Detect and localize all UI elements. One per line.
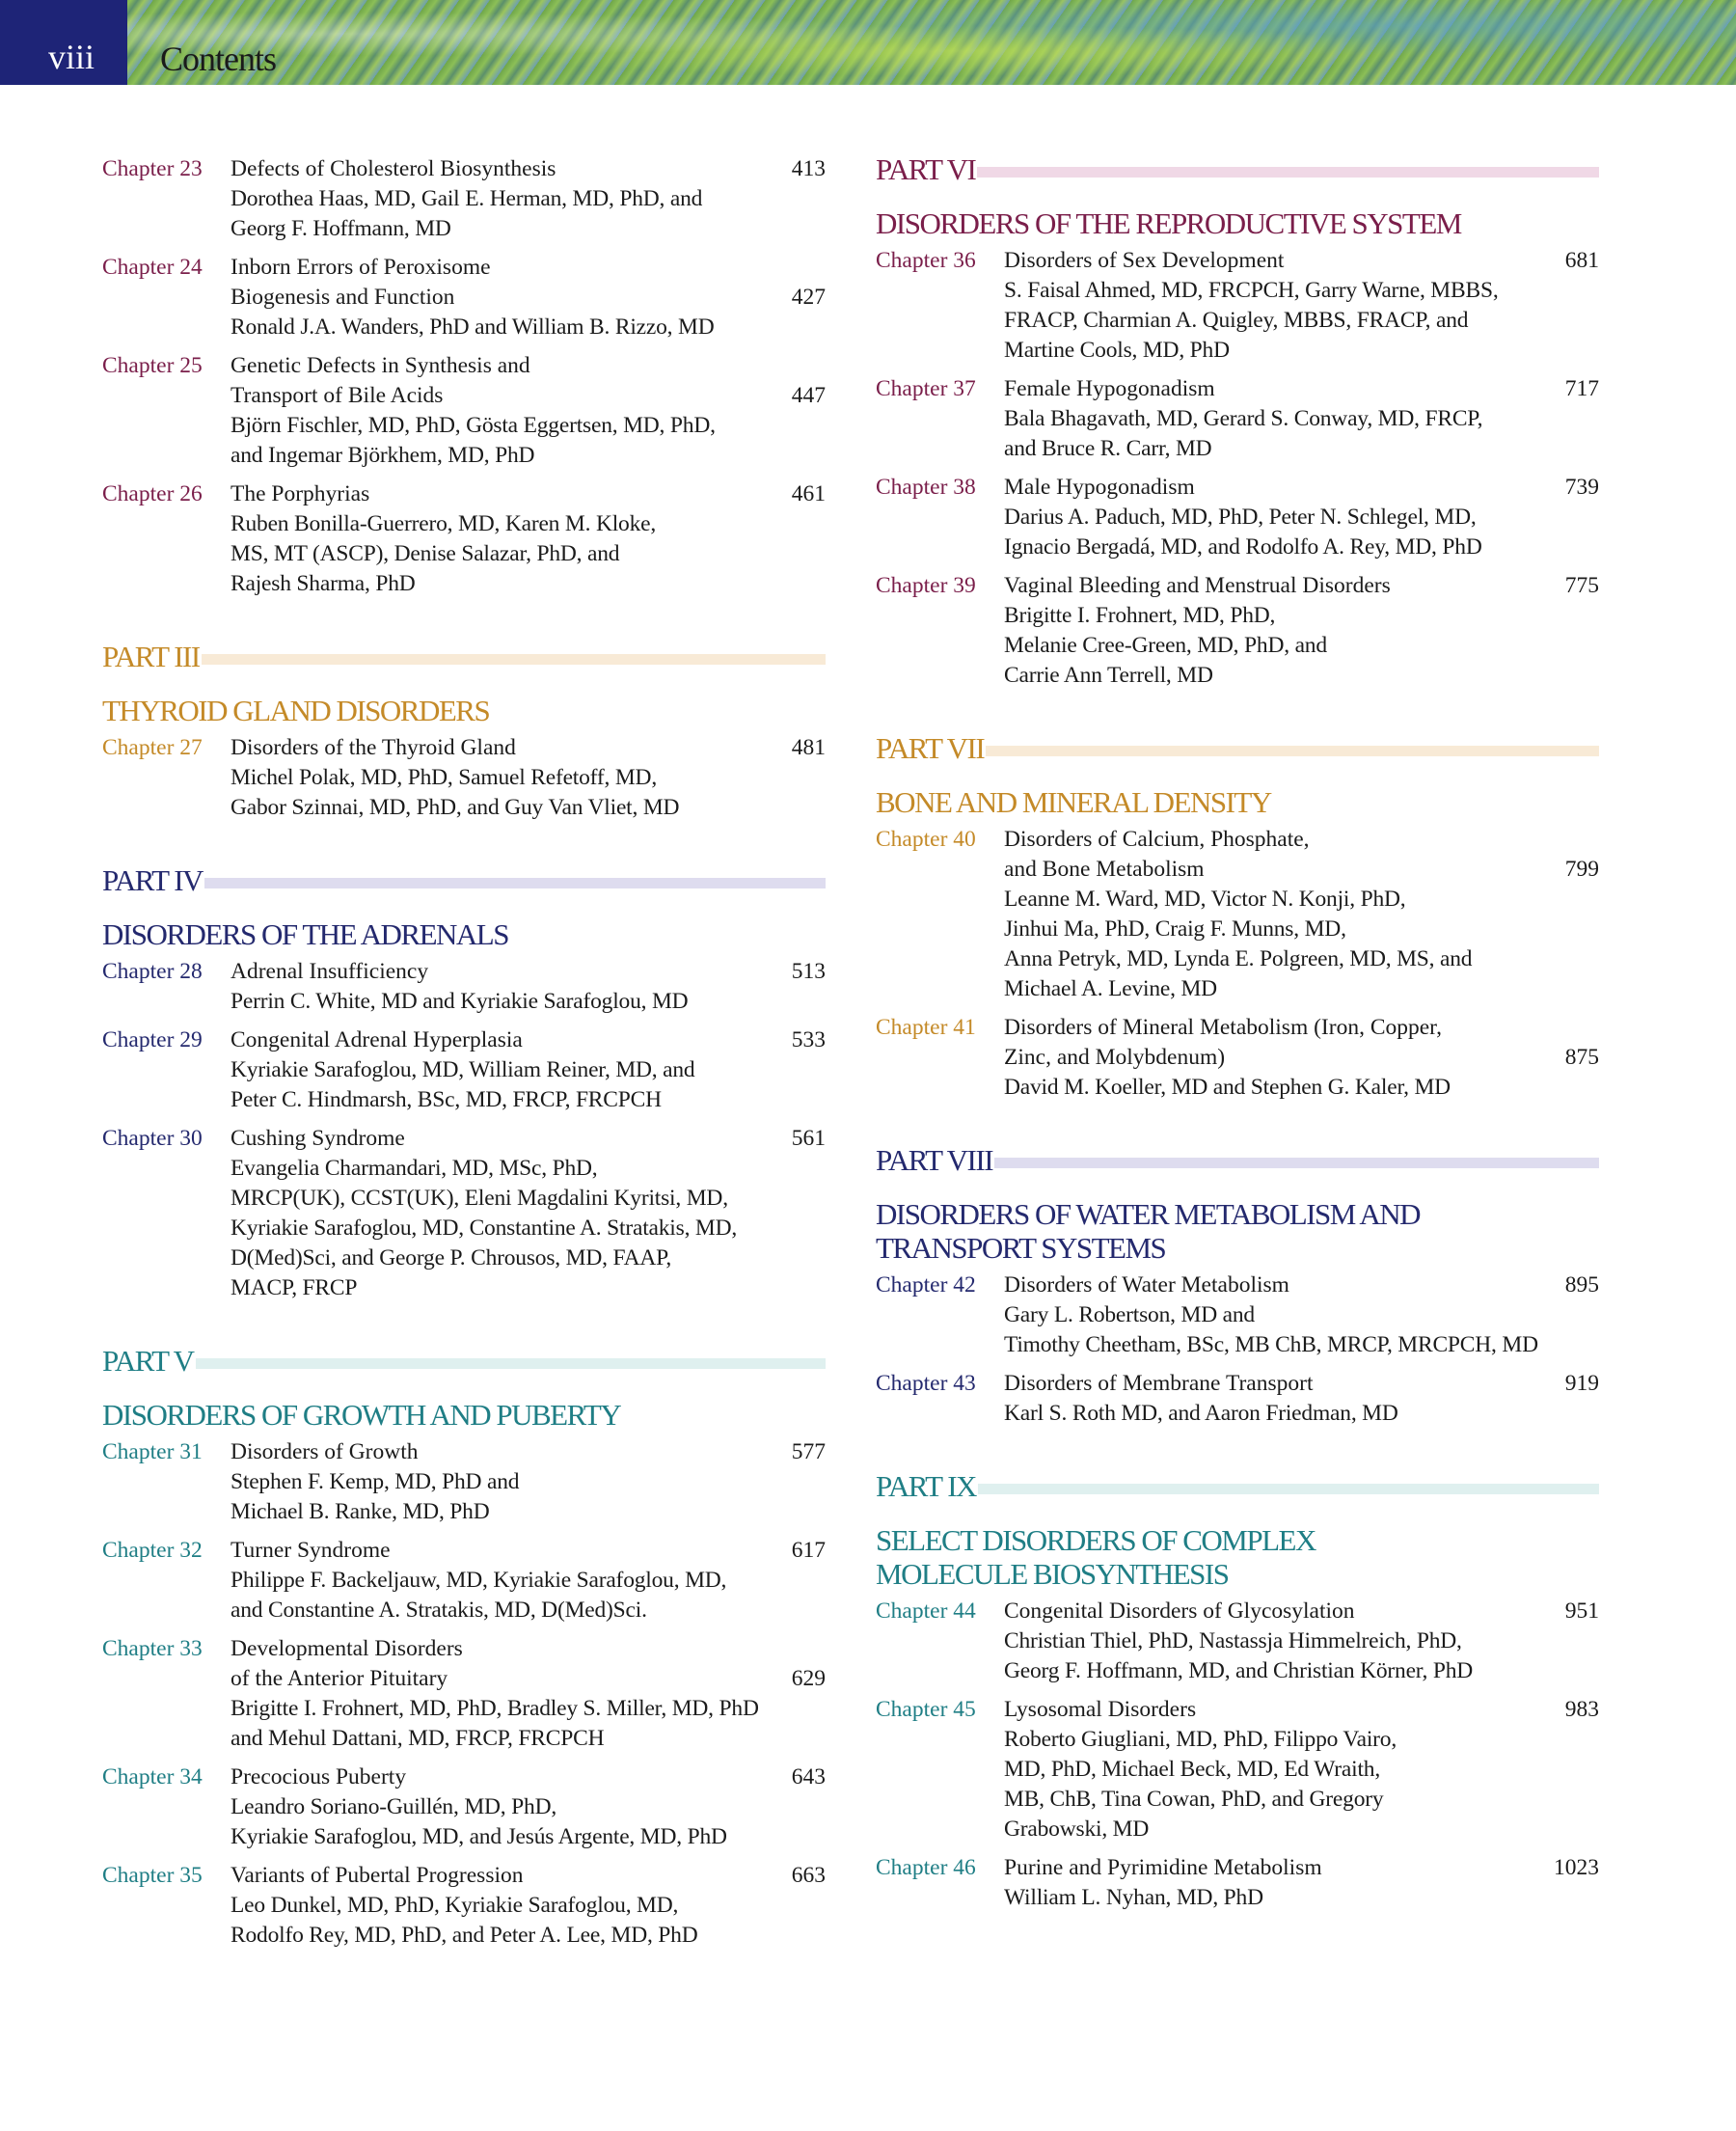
part-divider-bar <box>978 1484 1599 1494</box>
chapter-entry[interactable] <box>876 571 1599 691</box>
chapter-authors: S. Faisal Ahmed, MD, FRCPCH, Garry Warne, MBBS, <box>1004 278 1499 303</box>
chapter-title[interactable]: Purine and Pyrimidine Metabolism <box>1004 1855 1322 1880</box>
chapter-entry[interactable] <box>102 1861 826 1951</box>
chapter-authors: Melanie Cree-Green, MD, PhD, and <box>1004 633 1327 658</box>
chapter-title[interactable]: Congenital Disorders of Glycosylation <box>1004 1598 1355 1624</box>
page-number: 951 <box>1564 1598 1599 1624</box>
chapter-authors: MD, PhD, Michael Beck, MD, Ed Wraith, <box>1004 1757 1381 1782</box>
page-title: Contents <box>160 40 277 78</box>
chapter-title[interactable]: Congenital Adrenal Hyperplasia <box>231 1027 523 1052</box>
chapter-authors: Anna Petryk, MD, Lynda E. Polgreen, MD, MS, and <box>1004 946 1473 971</box>
chapter-authors: Christian Thiel, PhD, Nastassja Himmelreich, PhD, <box>1004 1628 1462 1653</box>
chapter-authors: Philippe F. Backeljauw, MD, Kyriakie Sarafoglou, MD, <box>231 1568 727 1593</box>
chapter-authors: Carrie Ann Terrell, MD <box>1004 663 1213 688</box>
chapter-label: Chapter 28 <box>102 959 203 984</box>
chapter-authors: Ronald J.A. Wanders, PhD and William B. Rizzo, MD <box>231 314 715 340</box>
chapter-entry[interactable] <box>102 733 826 823</box>
part-title <box>876 785 1599 819</box>
chapter-authors: Michel Polak, MD, PhD, Samuel Refetoff, MD, <box>231 765 657 790</box>
chapter-authors: Leandro Soriano-Guillén, MD, PhD, <box>231 1794 557 1819</box>
chapter-entry[interactable] <box>102 253 826 342</box>
chapter-title-line <box>1004 855 1599 885</box>
chapter-authors: Brigitte I. Frohnert, MD, PhD, Bradley S. Miller, MD, PhD <box>231 1696 759 1721</box>
chapter-label: Chapter 44 <box>876 1598 976 1624</box>
chapter-entry[interactable] <box>876 1597 1599 1686</box>
chapter-entry[interactable] <box>102 957 826 1017</box>
chapter-body <box>1004 473 1599 562</box>
chapter-authors: MACP, FRCP <box>231 1275 358 1300</box>
page-number <box>768 1634 826 1664</box>
chapter-title-line <box>1004 571 1599 601</box>
chapter-body <box>231 733 826 823</box>
page-number <box>1541 1013 1599 1043</box>
chapter-title-line <box>1004 1270 1599 1300</box>
chapter-body <box>231 1536 826 1626</box>
chapter-title[interactable]: Precocious Puberty <box>231 1764 407 1789</box>
page-number: 427 <box>791 285 826 310</box>
part-label: PART IV <box>102 863 203 897</box>
chapter-title[interactable]: Disorders of Sex Development <box>1004 248 1285 273</box>
chapter-body <box>231 1437 826 1527</box>
chapter-authors: and Mehul Dattani, MD, FRCP, FRCPCH <box>231 1726 605 1751</box>
page-number: 663 <box>791 1863 826 1888</box>
chapter-label: Chapter 33 <box>102 1636 203 1661</box>
chapter-authors: Georg F. Hoffmann, MD, and Christian Körner, PhD <box>1004 1658 1474 1683</box>
chapter-title[interactable]: Female Hypogonadism <box>1004 376 1215 401</box>
page-number: 629 <box>791 1666 826 1691</box>
page-number: 895 <box>1564 1272 1599 1298</box>
page-number: 775 <box>1564 573 1599 598</box>
chapter-authors: and Constantine A. Stratakis, MD, D(Med)Sci. <box>231 1598 647 1623</box>
chapter-title-line <box>1004 374 1599 404</box>
chapter-authors: Leanne M. Ward, MD, Victor N. Konji, PhD, <box>1004 887 1406 912</box>
chapter-entry[interactable] <box>876 1270 1599 1360</box>
chapter-entry[interactable] <box>102 1762 826 1852</box>
chapter-title-line <box>231 381 826 411</box>
chapter-entry[interactable] <box>102 1437 826 1527</box>
part-section <box>876 733 1599 1103</box>
chapter-title-line <box>1004 1597 1599 1626</box>
chapter-authors: Kyriakie Sarafoglou, MD, William Reiner, MD, and <box>231 1057 695 1082</box>
page-number: 461 <box>791 481 826 506</box>
chapter-entry[interactable] <box>102 479 826 599</box>
chapter-authors: Kyriakie Sarafoglou, MD, Constantine A. Stratakis, MD, <box>231 1216 738 1241</box>
chapter-label: Chapter 38 <box>876 475 976 500</box>
chapter-title-line <box>1004 1369 1599 1399</box>
chapter-title-line <box>231 1124 826 1154</box>
chapter-authors: and Bruce R. Carr, MD <box>1004 436 1212 461</box>
chapter-authors: Ignacio Bergadá, MD, and Rodolfo A. Rey, MD, PhD <box>1004 534 1482 560</box>
part-title <box>102 1398 826 1432</box>
chapter-entry[interactable] <box>102 1536 826 1626</box>
part-title-line: BONE AND MINERAL DENSITY <box>876 785 1271 819</box>
chapter-label: Chapter 43 <box>876 1371 976 1396</box>
chapter-title-line <box>231 1861 826 1891</box>
part-section <box>102 642 826 823</box>
chapter-label: Chapter 24 <box>102 255 203 280</box>
chapter-title-line <box>231 479 826 509</box>
chapter-authors: Rajesh Sharma, PhD <box>231 571 416 596</box>
part-title-line: THYROID GLAND DISORDERS <box>102 694 490 727</box>
chapter-authors: Karl S. Roth MD, and Aaron Friedman, MD <box>1004 1401 1398 1426</box>
chapter-authors: Darius A. Paduch, MD, PhD, Peter N. Schlegel, MD, <box>1004 505 1477 530</box>
part-title-line: DISORDERS OF WATER METABOLISM AND <box>876 1197 1421 1231</box>
chapter-entry[interactable] <box>876 473 1599 562</box>
page-number-box <box>0 0 127 85</box>
chapter-title[interactable]: of the Anterior Pituitary <box>231 1666 448 1691</box>
part-divider-bar <box>994 1158 1599 1168</box>
chapter-authors: Evangelia Charmandari, MD, MSc, PhD, <box>231 1156 598 1181</box>
chapter-authors: Bala Bhagavath, MD, Gerard S. Conway, MD, FRCP, <box>1004 406 1483 431</box>
chapter-title-line <box>1004 1695 1599 1725</box>
chapter-entry[interactable] <box>876 374 1599 464</box>
chapter-authors: Gary L. Robertson, MD and <box>1004 1302 1255 1327</box>
chapter-title[interactable]: Transport of Bile Acids <box>231 383 444 408</box>
chapter-body <box>231 154 826 244</box>
chapter-body <box>231 479 826 599</box>
page-number: 481 <box>791 735 826 760</box>
chapter-body <box>1004 1270 1599 1360</box>
part-header <box>876 733 1599 764</box>
chapter-title-line <box>1004 1013 1599 1043</box>
chapter-authors: William L. Nyhan, MD, PhD <box>1004 1885 1263 1910</box>
chapter-authors: Perrin C. White, MD and Kyriakie Sarafoglou, MD <box>231 989 689 1014</box>
chapter-body <box>1004 246 1599 366</box>
chapter-title[interactable]: Defects of Cholesterol Biosynthesis <box>231 156 556 181</box>
page-number: 447 <box>791 383 826 408</box>
chapter-entry[interactable] <box>102 1025 826 1115</box>
chapter-label: Chapter 39 <box>876 573 976 598</box>
page-number <box>1541 825 1599 855</box>
page-number: 413 <box>791 156 826 181</box>
part-header <box>102 642 826 672</box>
part-header <box>876 1471 1599 1502</box>
chapter-title-line <box>1004 1853 1599 1883</box>
part-section <box>876 154 1599 691</box>
chapter-title-line <box>231 283 826 313</box>
chapter-authors: Stephen F. Kemp, MD, PhD and <box>231 1469 520 1494</box>
chapter-authors: MS, MT (ASCP), Denise Salazar, PhD, and <box>231 541 620 566</box>
chapter-label: Chapter 34 <box>102 1764 203 1789</box>
chapter-body <box>231 1025 826 1115</box>
chapter-entry[interactable] <box>876 246 1599 366</box>
chapter-label: Chapter 26 <box>102 481 203 506</box>
chapter-label: Chapter 29 <box>102 1027 203 1052</box>
chapter-label: Chapter 42 <box>876 1272 976 1298</box>
part-label: PART VII <box>876 731 985 765</box>
chapter-title[interactable]: Lysosomal Disorders <box>1004 1697 1197 1722</box>
chapter-title[interactable]: Zinc, and Molybdenum) <box>1004 1045 1226 1070</box>
part-label: PART III <box>102 640 200 673</box>
part-divider-bar <box>986 746 1599 756</box>
page-number <box>768 351 826 381</box>
chapter-title[interactable]: Disorders of Water Metabolism <box>1004 1272 1289 1298</box>
chapter-title[interactable]: Male Hypogonadism <box>1004 475 1195 500</box>
part-label: PART IX <box>876 1469 976 1503</box>
chapter-authors: Timothy Cheetham, BSc, MB ChB, MRCP, MRCPCH, MD <box>1004 1332 1538 1357</box>
chapter-authors: Dorothea Haas, MD, Gail E. Herman, MD, PhD, and <box>231 186 703 211</box>
chapter-title[interactable]: Disorders of Calcium, Phosphate, <box>1004 827 1310 852</box>
chapter-title[interactable]: Inborn Errors of Peroxisome <box>231 255 491 280</box>
chapter-title[interactable]: Disorders of Membrane Transport <box>1004 1371 1314 1396</box>
page-number: 577 <box>791 1439 826 1464</box>
part-header <box>876 1145 1599 1176</box>
chapter-authors: Roberto Giugliani, MD, PhD, Filippo Vairo, <box>1004 1727 1397 1752</box>
chapter-body <box>231 351 826 471</box>
chapter-label: Chapter 25 <box>102 353 203 378</box>
chapter-entry[interactable] <box>102 154 826 244</box>
chapter-title[interactable]: Disorders of Mineral Metabolism (Iron, Copper, <box>1004 1015 1442 1040</box>
chapter-label: Chapter 23 <box>102 156 203 181</box>
page-number <box>768 253 826 283</box>
part-label: PART VIII <box>876 1143 993 1177</box>
part-title <box>876 1523 1599 1591</box>
chapter-authors: Peter C. Hindmarsh, BSc, MD, FRCP, FRCPCH <box>231 1087 662 1112</box>
page-number: 643 <box>791 1764 826 1789</box>
part-title-line: SELECT DISORDERS OF COMPLEX <box>876 1523 1316 1557</box>
part-title <box>876 1197 1599 1265</box>
chapter-label: Chapter 40 <box>876 827 976 852</box>
chapter-label: Chapter 27 <box>102 735 203 760</box>
chapter-label: Chapter 37 <box>876 376 976 401</box>
part-label: PART VI <box>876 152 976 186</box>
part-divider-bar <box>202 654 826 665</box>
chapter-label: Chapter 30 <box>102 1126 203 1151</box>
chapter-title-line <box>1004 473 1599 503</box>
part-title <box>102 694 826 727</box>
header-banner <box>0 0 1736 85</box>
part-section <box>102 1346 826 1951</box>
page-number: 799 <box>1564 857 1599 882</box>
chapter-title[interactable]: and Bone Metabolism <box>1004 857 1205 882</box>
chapter-label: Chapter 35 <box>102 1863 203 1888</box>
part-title-line: MOLECULE BIOSYNTHESIS <box>876 1557 1229 1591</box>
chapter-body <box>1004 1369 1599 1429</box>
chapter-entry[interactable] <box>102 1124 826 1303</box>
chapter-body <box>1004 825 1599 1004</box>
chapter-authors: Kyriakie Sarafoglou, MD, and Jesús Argente, MD, PhD <box>231 1824 727 1849</box>
part-divider-bar <box>196 1358 826 1369</box>
chapter-body <box>1004 374 1599 464</box>
left-column <box>102 154 826 1959</box>
page-number: 1023 <box>1554 1855 1599 1880</box>
chapter-authors: Jinhui Ma, PhD, Craig F. Munns, MD, <box>1004 916 1346 942</box>
page-number: 875 <box>1564 1045 1599 1070</box>
chapter-title[interactable]: Vaginal Bleeding and Menstrual Disorders <box>1004 573 1391 598</box>
chapter-title-line <box>231 1762 826 1792</box>
chapter-authors: Michael B. Ranke, MD, PhD <box>231 1499 490 1524</box>
chapter-label: Chapter 41 <box>876 1015 976 1040</box>
part-section <box>102 865 826 1303</box>
part-divider-bar <box>204 878 826 888</box>
chapter-title-line <box>231 957 826 987</box>
part-title <box>102 917 826 951</box>
chapter-body <box>231 1762 826 1852</box>
chapter-entry[interactable] <box>876 1369 1599 1429</box>
chapter-authors: Brigitte I. Frohnert, MD, PhD, <box>1004 603 1276 628</box>
page-number: 513 <box>791 959 826 984</box>
part-divider-bar <box>977 167 1599 178</box>
chapter-title-line <box>1004 825 1599 855</box>
chapter-title-line <box>231 1664 826 1694</box>
chapter-entry[interactable] <box>102 351 826 471</box>
chapter-title[interactable]: Developmental Disorders <box>231 1636 463 1661</box>
chapter-title[interactable]: Adrenal Insufficiency <box>231 959 429 984</box>
chapter-title[interactable]: Genetic Defects in Synthesis and <box>231 353 530 378</box>
chapter-title-line <box>231 1536 826 1566</box>
chapter-title-line <box>231 1437 826 1467</box>
chapter-authors: and Ingemar Björkhem, MD, PhD <box>231 443 535 468</box>
chapter-body <box>1004 1597 1599 1686</box>
chapter-entry[interactable] <box>876 1853 1599 1913</box>
chapter-body <box>1004 1853 1599 1913</box>
chapter-entry[interactable] <box>876 825 1599 1004</box>
chapter-entry[interactable] <box>876 1013 1599 1103</box>
chapter-authors: Michael A. Levine, MD <box>1004 976 1217 1001</box>
chapter-title[interactable]: Variants of Pubertal Progression <box>231 1863 524 1888</box>
chapter-title-line <box>231 253 826 283</box>
chapter-title-line <box>231 154 826 184</box>
chapter-title[interactable]: The Porphyrias <box>231 481 370 506</box>
chapter-label: Chapter 46 <box>876 1855 976 1880</box>
chapter-authors: Leo Dunkel, MD, PhD, Kyriakie Sarafoglou, MD, <box>231 1893 679 1918</box>
chapter-authors: D(Med)Sci, and George P. Chrousos, MD, FAAP, <box>231 1245 672 1270</box>
part-title-line: DISORDERS OF THE ADRENALS <box>102 917 508 951</box>
part-header <box>102 865 826 896</box>
chapter-title-line <box>231 351 826 381</box>
part-header <box>102 1346 826 1377</box>
chapter-authors: Gabor Szinnai, MD, PhD, and Guy Van Vliet, MD <box>231 795 680 820</box>
chapter-authors: Ruben Bonilla-Guerrero, MD, Karen M. Kloke, <box>231 511 657 536</box>
chapter-authors: David M. Koeller, MD and Stephen G. Kaler, MD <box>1004 1075 1451 1100</box>
page-number: 681 <box>1564 248 1599 273</box>
chapter-body <box>231 1861 826 1951</box>
chapter-label: Chapter 31 <box>102 1439 203 1464</box>
chapter-body <box>231 1124 826 1303</box>
chapter-title-line <box>1004 1043 1599 1073</box>
part-title <box>876 206 1599 240</box>
chapter-authors: Grabowski, MD <box>1004 1817 1150 1842</box>
chapter-authors: Martine Cools, MD, PhD <box>1004 338 1230 363</box>
chapter-authors: Rodolfo Rey, MD, PhD, and Peter A. Lee, MD, PhD <box>231 1923 698 1948</box>
chapter-authors: MB, ChB, Tina Cowan, PhD, and Gregory <box>1004 1787 1384 1812</box>
chapter-label: Chapter 45 <box>876 1697 976 1722</box>
right-column <box>876 154 1599 1922</box>
chapter-title-line <box>1004 246 1599 276</box>
part-title-line: TRANSPORT SYSTEMS <box>876 1231 1166 1265</box>
chapter-body <box>231 253 826 342</box>
chapter-title[interactable]: Biogenesis and Function <box>231 285 455 310</box>
chapter-authors: Georg F. Hoffmann, MD <box>231 216 451 241</box>
chapter-label: Chapter 36 <box>876 248 976 273</box>
part-title-line: DISORDERS OF GROWTH AND PUBERTY <box>102 1398 621 1432</box>
chapter-title-line <box>231 1634 826 1664</box>
chapter-body <box>1004 571 1599 691</box>
chapter-body <box>1004 1013 1599 1103</box>
page-number: 739 <box>1564 475 1599 500</box>
part-label: PART V <box>102 1344 194 1378</box>
page-number: 717 <box>1564 376 1599 401</box>
page-number: 561 <box>791 1126 826 1151</box>
page-number: viii <box>48 38 95 76</box>
chapter-entry[interactable] <box>876 1695 1599 1844</box>
page-number: 983 <box>1564 1697 1599 1722</box>
page-number: 533 <box>791 1027 826 1052</box>
chapter-title[interactable]: Cushing Syndrome <box>231 1126 405 1151</box>
part-section <box>876 1471 1599 1913</box>
chapter-title[interactable]: Turner Syndrome <box>231 1538 391 1563</box>
chapter-authors: FRACP, Charmian A. Quigley, MBBS, FRACP, and <box>1004 308 1469 333</box>
part-title-line: DISORDERS OF THE REPRODUCTIVE SYSTEM <box>876 206 1461 240</box>
chapter-body <box>231 1634 826 1754</box>
chapter-entry[interactable] <box>102 1634 826 1754</box>
chapter-title-line <box>231 1025 826 1055</box>
chapter-authors: Björn Fischler, MD, PhD, Gösta Eggertsen, MD, PhD, <box>231 413 716 438</box>
chapter-title[interactable]: Disorders of the Thyroid Gland <box>231 735 516 760</box>
part-header <box>876 154 1599 185</box>
chapter-title-line <box>231 733 826 763</box>
part-section <box>876 1145 1599 1429</box>
chapter-label: Chapter 32 <box>102 1538 203 1563</box>
page-number: 617 <box>791 1538 826 1563</box>
chapter-body <box>1004 1695 1599 1844</box>
chapter-title[interactable]: Disorders of Growth <box>231 1439 419 1464</box>
chapter-authors: MRCP(UK), CCST(UK), Eleni Magdalini Kyritsi, MD, <box>231 1186 728 1211</box>
chapter-body <box>231 957 826 1017</box>
page-number: 919 <box>1564 1371 1599 1396</box>
